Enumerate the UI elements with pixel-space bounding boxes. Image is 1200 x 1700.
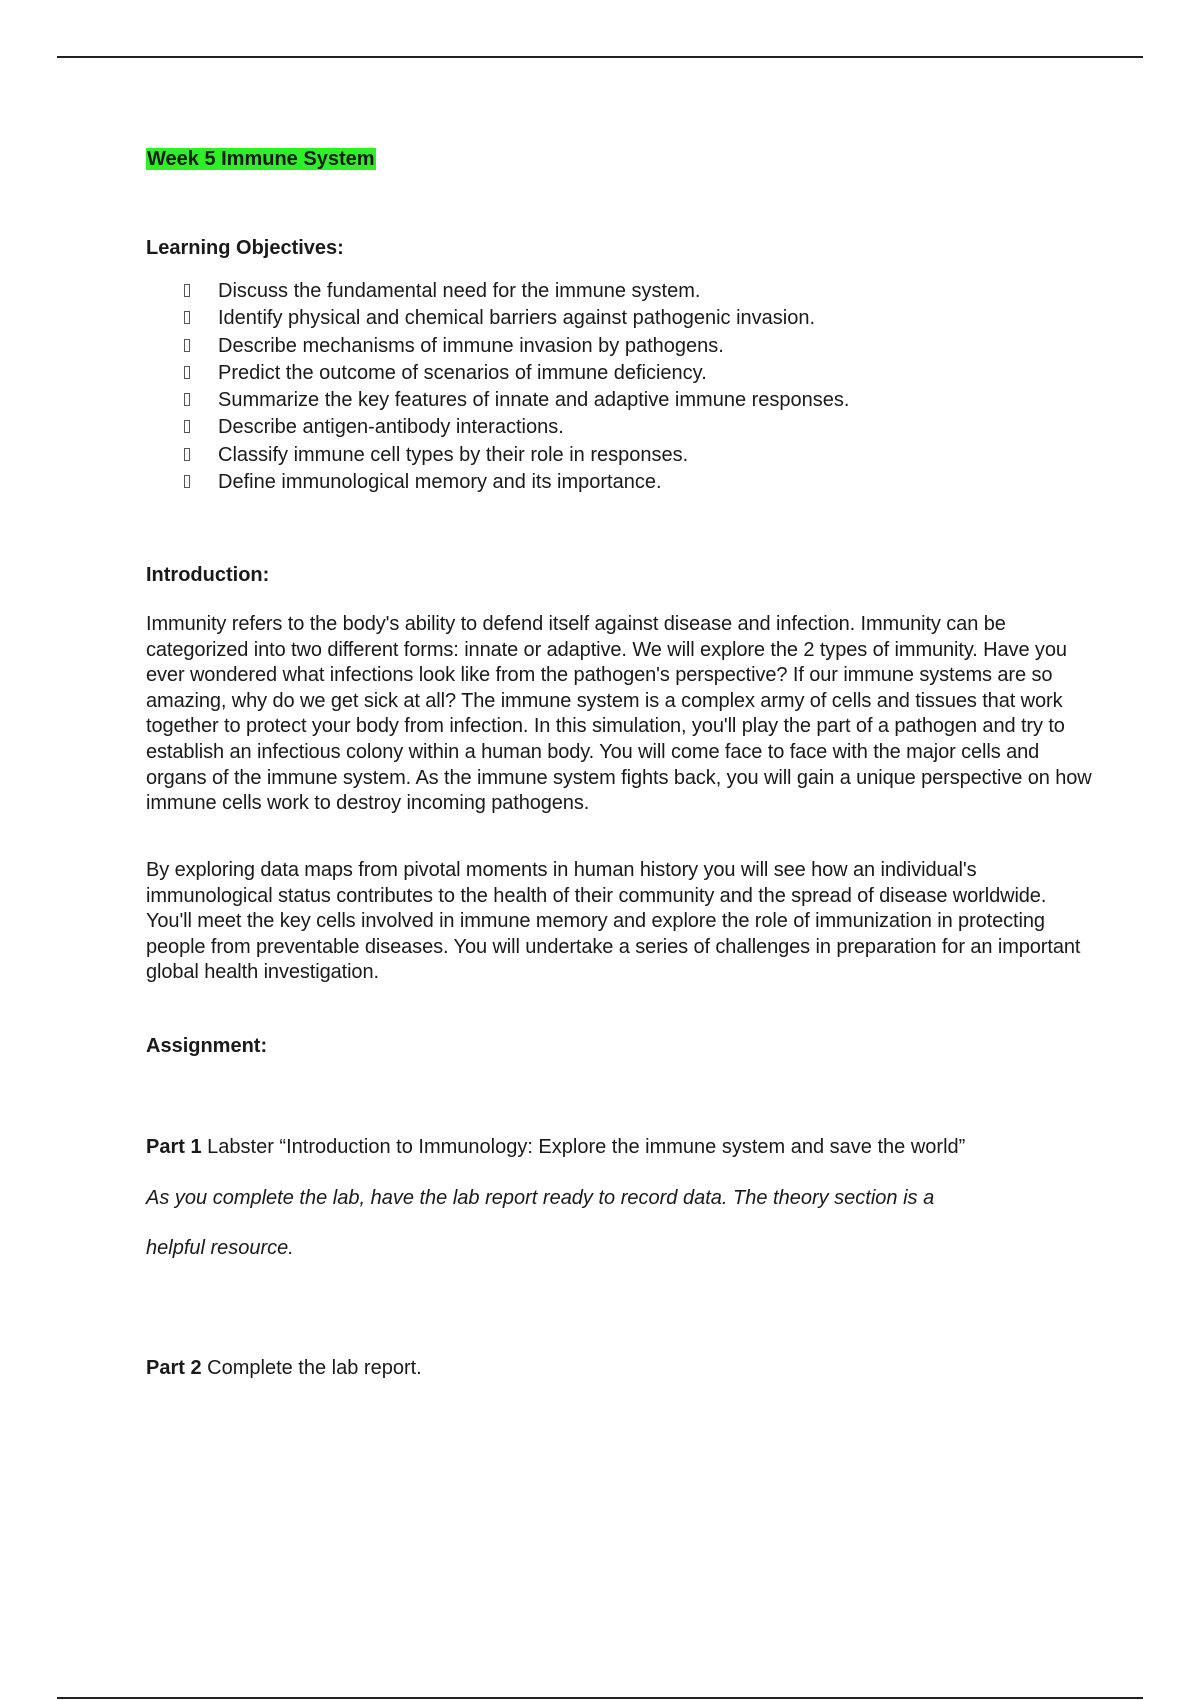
learning-objectives-list	[184, 278, 849, 496]
bullet-icon	[184, 475, 190, 488]
document-title	[146, 145, 376, 173]
bullet-icon	[184, 420, 190, 433]
list-item: Describe antigen-antibody interactions.	[184, 414, 849, 441]
list-item: Describe mechanisms of immune invasion by pathogens.	[184, 333, 849, 360]
document-title-text: Week 5 Immune System	[147, 148, 375, 170]
list-item: Identify physical and chemical barriers against pathogenic invasion.	[184, 305, 849, 332]
header-rule	[57, 56, 1143, 58]
bullet-icon	[184, 339, 190, 352]
part-2-label: Part 2	[146, 1357, 202, 1379]
bullet-icon	[184, 366, 190, 379]
list-item: Classify immune cell types by their role in responses.	[184, 442, 849, 469]
assignment-note-line-2: helpful resource.	[146, 1237, 294, 1259]
list-item: Summarize the key features of innate and adaptive immune responses.	[184, 387, 849, 414]
assignment-heading: Assignment:	[146, 1035, 268, 1057]
bullet-icon	[184, 393, 190, 406]
list-item: Predict the outcome of scenarios of immune deficiency.	[184, 360, 849, 387]
list-item: Define immunological memory and its importance.	[184, 469, 849, 496]
assignment-part-2	[146, 1354, 422, 1382]
list-item: Discuss the fundamental need for the immune system.	[184, 278, 849, 305]
part-1-text: Labster “Introduction to Immunology: Explore the immune system and save the world”	[207, 1136, 966, 1158]
bullet-icon	[184, 284, 190, 297]
part-2-text: Complete the lab report.	[207, 1357, 422, 1379]
learning-objectives-heading: Learning Objectives:	[146, 237, 344, 259]
assignment-part-1	[146, 1133, 965, 1161]
bullet-icon	[184, 311, 190, 324]
introduction-paragraph-1: Immunity refers to the body's ability to defend itself against disease and infection. Immunity can be categorized into two different forms: innate or adaptive. We will explore the 2 types of immunity. Have you ever wondered what infections look like from the pathogen's perspective? If our immune systems are so amazing, why do we get sick at all? The immune system is a complex army of cells and tissues that work together to protect your body from infection. In this simulation, you'll play the part of a pathogen and try to establish an infectious colony within a human body. You will come face to face with the major cells and organs of the immune system. As the immune system fights back, you will gain a unique perspective on how immune cells work to destroy incoming pathogens.	[146, 613, 1092, 815]
part-1-label: Part 1	[146, 1136, 202, 1158]
introduction-paragraph-2: By exploring data maps from pivotal moments in human history you will see how an individual's immunological status contributes to the health of their community and the spread of disease worldwide. You'll meet the key cells involved in immune memory and explore the role of immunization in protecting people from preventable diseases. You will undertake a series of challenges in preparation for an important global health investigation.	[146, 859, 1081, 984]
assignment-note-line-1: As you complete the lab, have the lab report ready to record data. The theory section is a	[146, 1187, 935, 1209]
bullet-icon	[184, 448, 190, 461]
footer-rule	[57, 1697, 1143, 1699]
introduction-heading: Introduction:	[146, 564, 270, 586]
